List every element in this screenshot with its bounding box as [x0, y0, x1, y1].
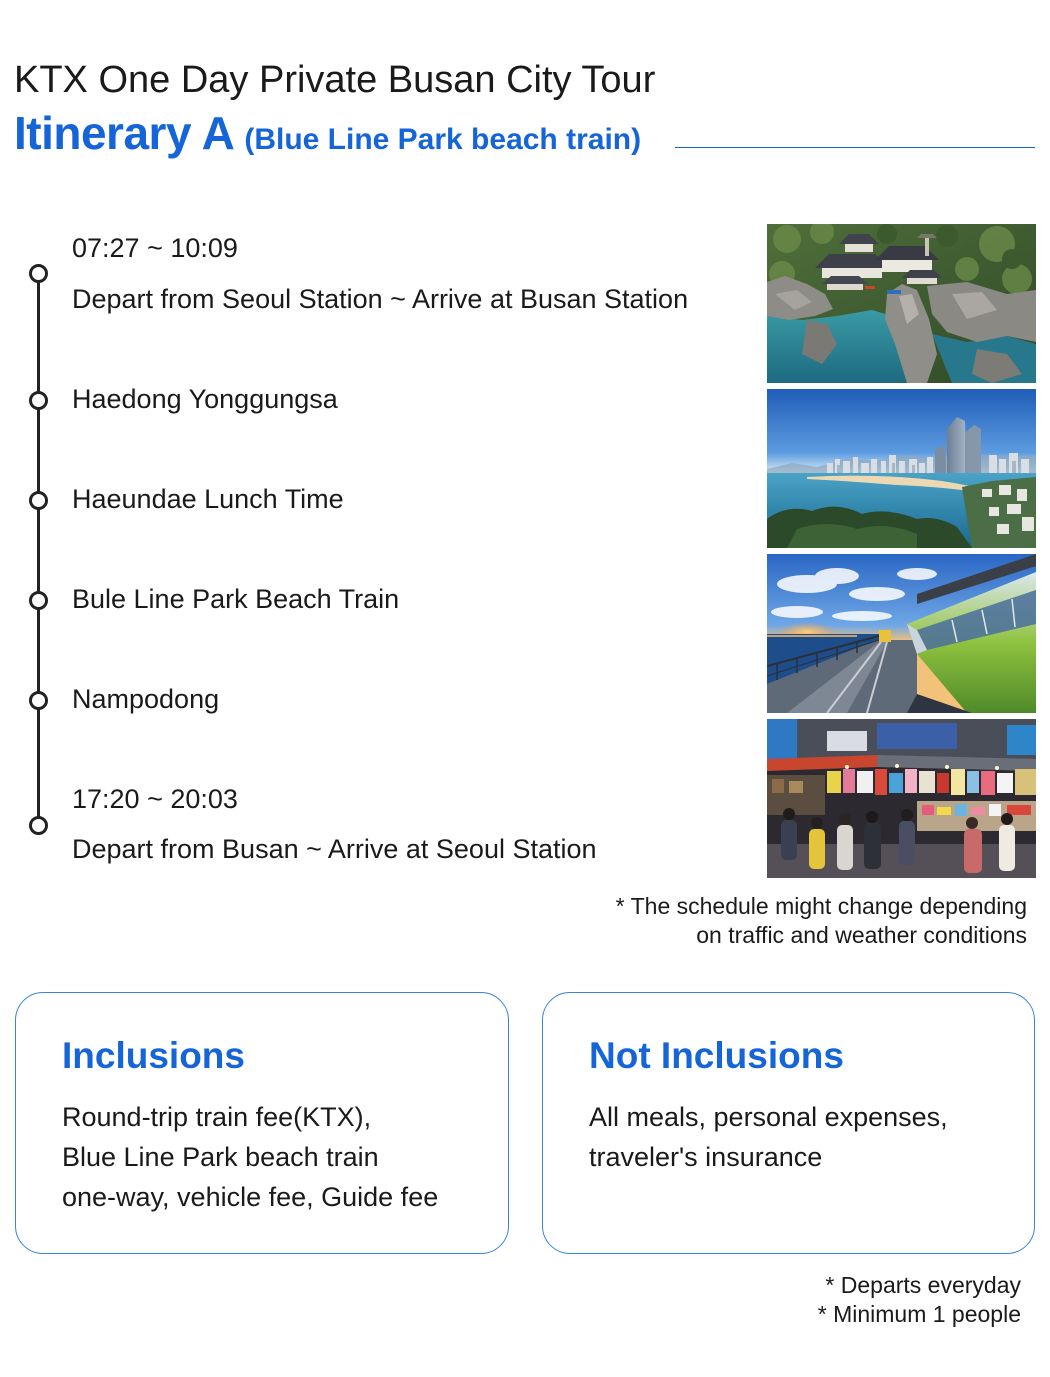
schedule-change-note	[616, 892, 1027, 950]
timeline-time-departure: 07:27 ~ 10:09	[72, 233, 238, 263]
inclusions-line: Round-trip train fee(KTX),	[62, 1102, 372, 1132]
timeline-stop-haeundae-lunch: Haeundae Lunch Time	[72, 484, 344, 514]
photo-blue-line-park-train	[767, 554, 1036, 713]
inclusions-line: one-way, vehicle fee, Guide fee	[62, 1182, 439, 1212]
note-line: on traffic and weather conditions	[696, 922, 1027, 948]
heading-divider	[675, 147, 1035, 148]
timeline-stop-busan-to-seoul: Depart from Busan ~ Arrive at Seoul Station	[72, 834, 597, 864]
itinerary-heading	[14, 106, 641, 167]
not-inclusions-text	[589, 1097, 948, 1177]
page-title: KTX One Day Private Busan City Tour	[14, 59, 656, 101]
inclusions-title: Inclusions	[62, 1035, 245, 1076]
timeline-stop-beach-train: Bule Line Park Beach Train	[72, 584, 400, 614]
note-line: * The schedule might change depending	[615, 893, 1027, 919]
timeline-dot-icon	[29, 816, 48, 835]
departs-everyday-note: * Departs everyday	[825, 1272, 1021, 1298]
timeline-stop-nampodong: Nampodong	[72, 684, 220, 714]
not-inclusions-line: All meals, personal expenses,	[589, 1102, 948, 1132]
timeline-stop-seoul-to-busan: Depart from Seoul Station ~ Arrive at Busan Station	[72, 284, 689, 314]
itinerary-subtitle: (Blue Line Park beach train)	[244, 123, 642, 156]
timeline-line	[37, 273, 40, 825]
not-inclusions-title: Not Inclusions	[589, 1035, 844, 1076]
photo-haeundae	[767, 389, 1036, 548]
not-inclusions-line: traveler's insurance	[589, 1142, 823, 1172]
timeline-dot-icon	[29, 491, 48, 510]
not-inclusions-box	[542, 992, 1035, 1254]
photo-haedong-yonggungsa	[767, 224, 1036, 383]
timeline-time-return: 17:20 ~ 20:03	[72, 784, 238, 814]
inclusions-text	[62, 1097, 438, 1217]
timeline-stop-haedong-yonggungsa: Haedong Yonggungsa	[72, 384, 338, 414]
timeline-dot-icon	[29, 591, 48, 610]
timeline-dot-icon	[29, 391, 48, 410]
timeline-dot-icon	[29, 691, 48, 710]
itinerary-label: Itinerary A	[14, 107, 235, 159]
minimum-people-note: * Minimum 1 people	[817, 1301, 1021, 1327]
photo-nampodong-market	[767, 719, 1036, 878]
timeline-dot-icon	[29, 264, 48, 283]
footer-notes	[818, 1271, 1021, 1329]
inclusions-box	[15, 992, 509, 1254]
inclusions-line: Blue Line Park beach train	[62, 1142, 379, 1172]
